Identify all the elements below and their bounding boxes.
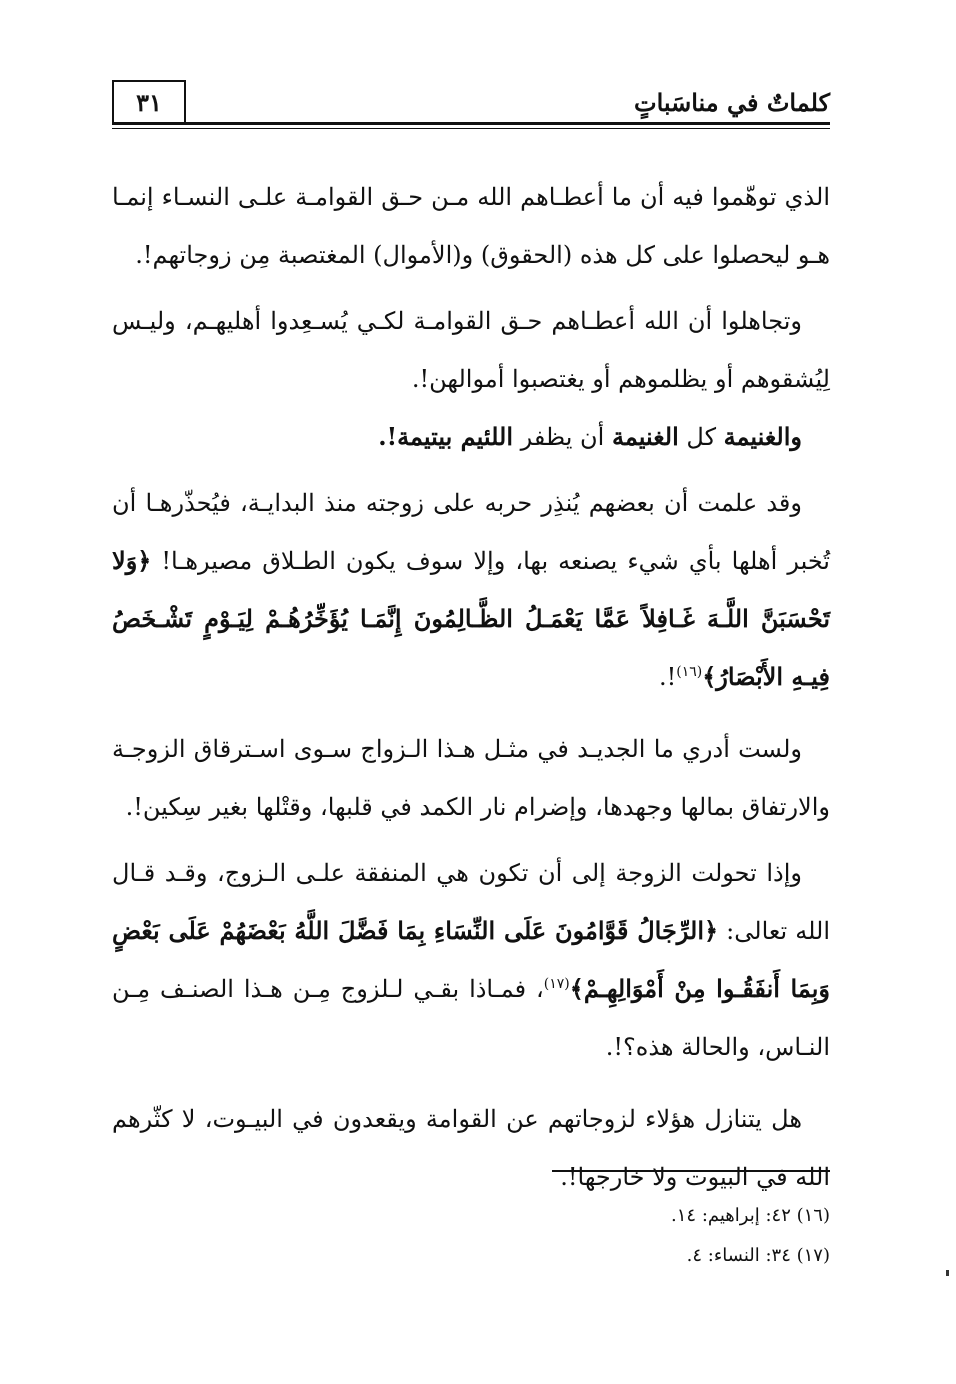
quran-verse: ﴿الرِّجَالُ قَوَّامُونَ عَلَى النِّسَاءِ بِمَا فَضَّلَ اللَّهُ بَعْضَهُمْ عَلَى بَعْضٍ وَبِمَا أَنفَقُـوا مِنْ أَمْوَالِهِـمْ﴾ — [112, 916, 831, 1003]
quran-verse: ﴿وَلا تَحْسَبَنَّ اللَّـهَ غَـافِلاً عَمَّا يَعْمَـلُ الظَّـالِمُونَ إِنَّمَـا يُؤَخِّرُهُـمْ لِيَـوْمٍ تَشْـخَصُ فِيـهِ الأَبْصَارُ﴾ — [112, 546, 830, 691]
text-run: وإذا تحولت الزوجة إلى أن تكون هي المنفقة علـى الـزوج، وقـد قـال الله تعالى: — [112, 859, 830, 945]
paragraph-1 — [112, 168, 830, 284]
paragraph-3 — [112, 408, 830, 466]
paragraph-5 — [112, 720, 830, 836]
text-run: الذي توهّموا فيه أن ما أعطـاهم الله مـن حـق القوامـة علـى النسـاء إنمـا هـو ليحصلوا على كل هذه (الحقوق) و(الأموال) المغتصبة مِن زوجاتهم!. — [112, 183, 830, 269]
paragraph-4 — [112, 474, 830, 706]
text-run: !. — [658, 663, 677, 691]
paragraph-2 — [112, 292, 830, 408]
running-title: كلماتٌ في مناسَباتٍ — [633, 88, 830, 117]
footnote-16: (١٦) ٤٢: إبراهيم: ١٤. — [671, 1205, 830, 1226]
text-run: وتجاهلوا أن الله أعطـاهم حـق القوامـة لكـي يُسـعِدوا أهليهـم، وليـس لِيُشقوهم أو يظلموهم أو يغتصبوا أموالهن!. — [112, 307, 830, 393]
text-run: هل يتنازل هؤلاء لزوجاتهم عن القوامة ويقعدون في البيـوت، لا كثّرهم الله في البيوت ولا خارجها!. — [112, 1105, 830, 1191]
bold-run: والغنيمة — [723, 422, 802, 451]
bold-run: اللئيم بيتيمة!. — [378, 422, 514, 451]
main-text — [112, 168, 830, 1206]
footnote-ref: (١٦) — [676, 664, 703, 680]
text-run: ، فمـاذا بقـي لـلزوج مِـن هـذا الصنـف مِـن النـاس، والحالة هذه؟!. — [112, 975, 830, 1061]
text-run: وقد علمت أن بعضهم يُنذِر حربه على زوجته منذ البدايـة، فيُحذّرهـا أن تُخبر أهلها بأي شيء يصنعه بها، وإلا سوف يكون الطـلاق مصيرهـا! — [112, 489, 830, 575]
text-run: أن يظفر — [513, 423, 612, 451]
bold-run: الغنيمة — [611, 422, 679, 451]
footnotes — [112, 1196, 830, 1276]
header-rule-thick — [112, 122, 830, 125]
page-number: ٣١ — [136, 87, 162, 117]
footnote-17: (١٧) ٣٤: النساء: ٤. — [686, 1245, 830, 1266]
footnote-ref: (١٧) — [543, 976, 570, 992]
text-run: ولست أدري ما الجديـد في مثـل هـذا الـزواج سـوى اسـترقاق الزوجـة والارتفاق بمالها وجهدها، وإضرام نار الكمد في قلبها، وقتْلها بغير سِكين!. — [112, 735, 830, 821]
scan-speck — [946, 1270, 949, 1276]
paragraph-7 — [112, 1090, 830, 1206]
header-rule-thin — [112, 128, 830, 129]
page-header — [112, 80, 830, 132]
paragraph-6 — [112, 844, 830, 1076]
text-run: كل — [678, 423, 724, 451]
footnote-separator — [552, 1170, 830, 1172]
page-number-box — [112, 80, 186, 124]
